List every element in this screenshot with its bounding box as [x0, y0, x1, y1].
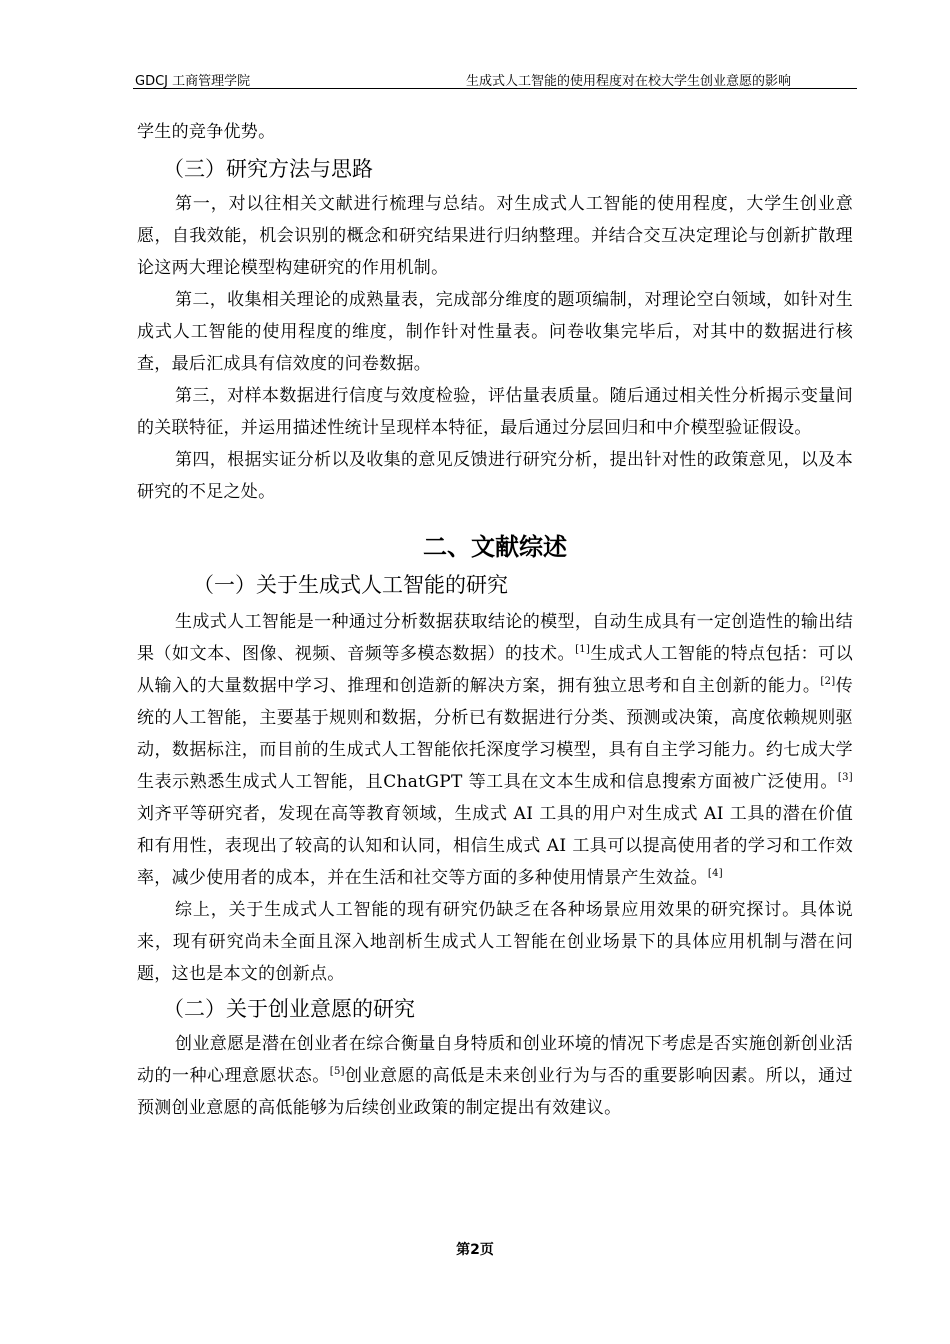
paragraph-method-2: 第二，收集相关理论的成熟量表，完成部分维度的题项编制，对理论空白领域，如针对生成式人工智能的使用程度的维度，制作针对性量表。问卷收集完毕后，对其中的数据进行核查，最后汇成具有信效度的问卷数据。 [137, 290, 853, 374]
paragraph-genai-research [137, 606, 853, 894]
text-segment: 生成式人工智能的特点包括：可以从输入的大量数据中学习、推理和创造新的解决方案，拥有独立思考和自主创新的能力。 [137, 644, 854, 696]
text-segment: 创业意愿是潜在创业者在综合衡量自身特质和创业环境的情况下考虑是否实施创新创业活动的一种心理意愿状态。 [137, 1034, 853, 1086]
paragraph-entrepreneurial-intention [137, 1028, 853, 1124]
paragraph-method-3: 第三，对样本数据进行信度与效度检验，评估量表质量。随后通过相关性分析揭示变量间的关联特征，并运用描述性统计呈现样本特征，最后通过分层回归和中介模型验证假设。 [137, 386, 853, 438]
text-segment: 刘齐平等研究者，发现在高等教育领域，生成式 AI 工具的用户对生成式 AI 工具的潜在价值和有用性，表现出了较高的认知和认同，相信生成式 AI 工具可以提高使用者的学习和工作效率，减少使用者的成本，并在生活和社交等方面的多种使用情景产生效益。 [137, 804, 853, 888]
text-segment: 生成式人工智能是一种通过分析数据获取结论的模型，自动生成具有一定创造性的输出结果（如文本、图像、视频、音频等多模态数据）的技术。 [137, 612, 853, 664]
paragraph-method-4: 第四，根据实证分析以及收集的意见反馈进行研究分析，提出针对性的政策意见，以及本研究的不足之处。 [137, 450, 853, 502]
text-segment: 传统的人工智能，主要基于规则和数据，分析已有数据进行分类、预测或决策，高度依赖规则驱动，数据标注，而目前的生成式人工智能依托深度学习模型，具有自主学习能力。约七成大学生表示熟悉生成式人工智能，且ChatGPT 等工具在文本生成和信息搜索方面被广泛使用。 [137, 676, 853, 792]
paragraph-genai-summary: 综上，关于生成式人工智能的现有研究仍缺乏在各种场景应用效果的研究探讨。具体说来，现有研究尚未全面且深入地剖析生成式人工智能在创业场景下的具体应用机制与潜在问题，这也是本文的创新点。 [137, 900, 853, 984]
header-paper-title: 生成式人工智能的使用程度对在校大学生创业意愿的影响 [465, 74, 791, 89]
page-number: 第2页 [456, 1242, 494, 1258]
section-heading-genai: （一）关于生成式人工智能的研究 [193, 573, 508, 597]
paragraph-continuation: 学生的竞争优势。 [137, 122, 276, 142]
citation-1[interactable]: [1] [575, 644, 591, 655]
section-heading-methods: （三）研究方法与思路 [163, 157, 373, 181]
section-heading-entrepreneurship: （二）关于创业意愿的研究 [163, 997, 415, 1021]
chapter-title: 二、文献综述 [423, 533, 567, 561]
page-content [137, 116, 853, 1124]
header-institution: GDCJ 工商管理学院 [135, 74, 251, 89]
citation-4[interactable]: [4] [707, 868, 723, 879]
citation-5[interactable]: [5] [329, 1066, 345, 1077]
citation-3[interactable]: [3] [837, 772, 853, 783]
text-segment: 创业意愿的高低是未来创业行为与否的重要影响因素。所以，通过预测创业意愿的高低能够为后续创业政策的制定提出有效建议。 [137, 1066, 853, 1118]
paragraph-method-1: 第一，对以往相关文献进行梳理与总结。对生成式人工智能的使用程度，大学生创业意愿，自我效能，机会识别的概念和研究结果进行归纳整理。并结合交互决定理论与创新扩散理论这两大理论模型构建研究的作用机制。 [137, 194, 853, 278]
citation-2[interactable]: [2] [820, 676, 836, 687]
page-header [133, 68, 857, 89]
